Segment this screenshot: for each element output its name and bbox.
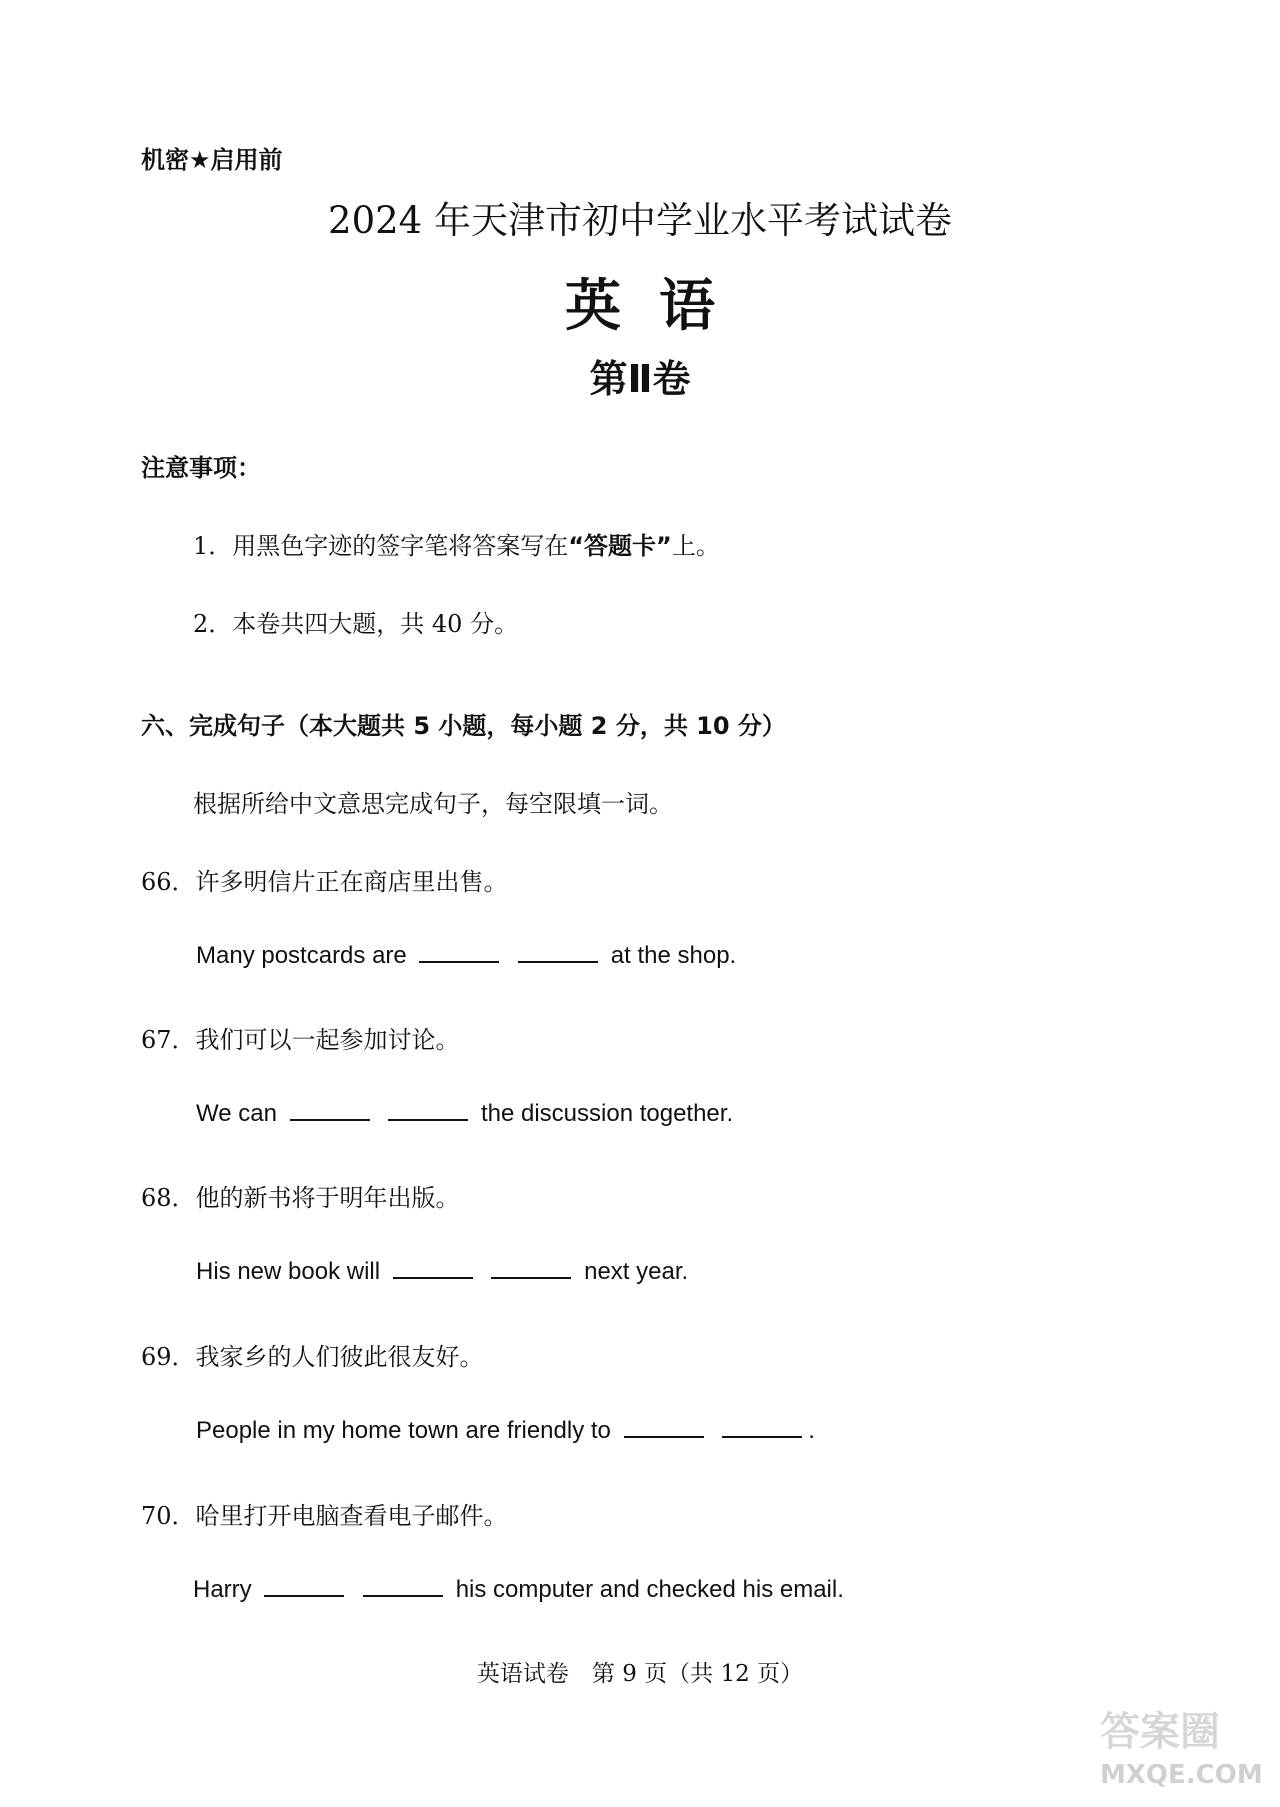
notice-item-2 (193, 604, 518, 639)
question-67-blank-2[interactable] (388, 1118, 468, 1121)
notice-item-1-suffix: 上。 (671, 532, 720, 560)
question-68-text-before: His new book will (196, 1258, 381, 1285)
question-69-chinese: 69．我家乡的人们彼此很友好。 (141, 1343, 484, 1371)
question-70-blank-1[interactable] (264, 1594, 344, 1597)
question-66-blank-1[interactable] (419, 960, 499, 963)
exam-title: 2024 年天津市初中学业水平考试试卷 (328, 199, 952, 242)
question-67-text-after: the discussion together. (480, 1100, 734, 1127)
question-70-blank-2[interactable] (363, 1594, 443, 1597)
volume-title: 第Ⅱ卷 (589, 357, 691, 401)
notice-item-1 (193, 526, 720, 561)
notice-item-1-prefix: 1．用黑色字迹的签字笔将答案写在 (193, 532, 569, 560)
watermark-logo: 答案圈 (1100, 1709, 1220, 1755)
notice-item-1-emphasis: “答题卡” (568, 532, 672, 560)
question-67-chinese: 67．我们可以一起参加讨论。 (141, 1026, 460, 1054)
question-66-text-after: at the shop. (610, 942, 737, 969)
question-70-chinese: 70．哈里打开电脑查看电子邮件。 (141, 1502, 508, 1530)
question-70-english (193, 1576, 844, 1604)
question-69-blank-2[interactable] (722, 1435, 802, 1438)
question-69-english (196, 1417, 815, 1445)
question-67-text-before: We can (196, 1100, 277, 1127)
watermark-url: MXQE.COM (1100, 1760, 1263, 1790)
question-69-blank-1[interactable] (624, 1435, 704, 1438)
question-68-text-after: next year. (584, 1258, 689, 1285)
question-68-blank-2[interactable] (491, 1276, 571, 1279)
question-66-text-before: Many postcards are (196, 942, 407, 969)
question-70-text-after: his computer and checked his email. (455, 1576, 844, 1603)
page-footer: 英语试卷 第 9 页（共 12 页） (476, 1661, 804, 1687)
question-68-english (196, 1258, 688, 1286)
question-69-text-before: People in my home town are friendly to (196, 1417, 611, 1444)
question-66-english (196, 942, 736, 970)
question-68-blank-1[interactable] (393, 1276, 473, 1279)
confidential-label: 机密★启用前 (141, 146, 283, 174)
notice-heading: 注意事项： (141, 454, 261, 482)
section-heading: 六、完成句子（本大题共 5 小题，每小题 2 分，共 10 分） (141, 712, 786, 740)
question-68-chinese: 68．他的新书将于明年出版。 (141, 1184, 460, 1212)
question-70-text-before: Harry (193, 1576, 252, 1603)
question-66-chinese: 66．许多明信片正在商店里出售。 (141, 868, 508, 896)
question-66-blank-2[interactable] (518, 960, 598, 963)
notice-item-2-prefix: 2．本卷共四大题，共 40 分。 (193, 610, 519, 638)
section-instruction: 根据所给中文意思完成句子，每空限填一词。 (193, 790, 673, 818)
question-67-blank-1[interactable] (290, 1118, 370, 1121)
subject-title: 英语 (565, 274, 753, 339)
question-69-text-after: . (808, 1417, 815, 1444)
question-67-english (196, 1100, 733, 1128)
